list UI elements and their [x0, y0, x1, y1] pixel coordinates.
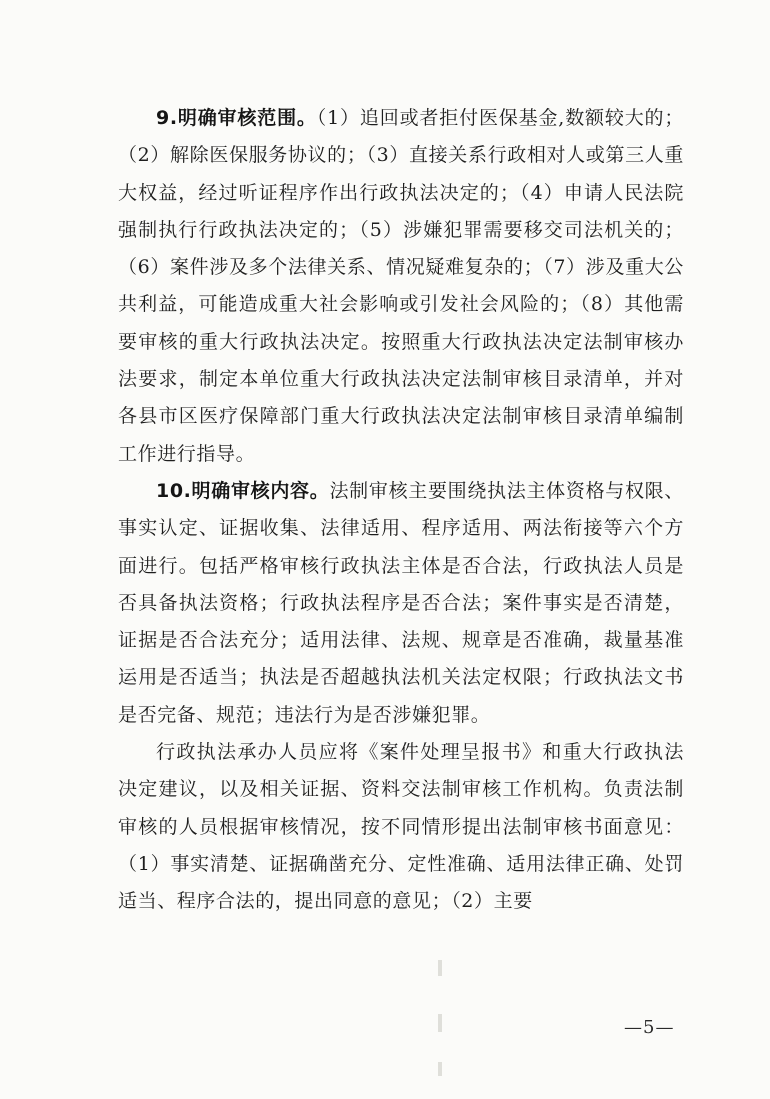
paragraph-review-content	[118, 473, 684, 734]
paragraph-review-procedure	[118, 734, 684, 920]
text-review-content: 法制审核主要围绕执法主体资格与权限、事实认定、证据收集、法律适用、程序适用、两法衔接等六个方面进行。包括严格审核行政执法主体是否合法，行政执法人员是否具备执法资格；行政执法程序是否合法；案件事实是否清楚，证据是否合法充分；适用法律、法规、规章是否准确，裁量基准运用是否适当；执法是否超越执法机关法定权限；行政执法文书是否完备、规范；违法行为是否涉嫌犯罪。	[118, 479, 684, 726]
document-body	[118, 100, 684, 921]
heading-review-content: 10.明确审核内容。	[156, 479, 330, 502]
scan-artifact-mark	[438, 1014, 442, 1032]
scan-artifact-mark	[438, 1062, 442, 1076]
text-review-scope: （1）追回或者拒付医保基金,数额较大的；（2）解除医保服务协议的；（3）直接关系行政相对人或第三人重大权益，经过听证程序作出行政执法决定的；（4）申请人民法院强制执行行政执法决定的；（5）涉嫌犯罪需要移交司法机关的；（6）案件涉及多个法律关系、情况疑难复杂的；（7）涉及重大公共利益，可能造成重大社会影响或引发社会风险的；（8）其他需要审核的重大行政执法决定。按照重大行政执法决定法制审核办法要求，制定本单位重大行政执法决定法制审核目录清单，并对各县市区医疗保障部门重大行政执法决定法制审核目录清单编制工作进行指导。	[118, 107, 684, 465]
paragraph-review-scope	[118, 100, 684, 473]
heading-review-scope: 9.明确审核范围。	[156, 107, 317, 129]
scan-artifact-mark	[438, 960, 442, 976]
text-review-procedure: 行政执法承办人员应将《案件处理呈报书》和重大行政执法决定建议，以及相关证据、资料交法制审核工作机构。负责法制审核的人员根据审核情况，按不同情形提出法制审核书面意见：（1）事实清楚、证据确凿充分、定性准确、适用法律正确、处罚适当、程序合法的，提出同意的意见；（2）主要	[118, 741, 684, 913]
page-number: —5—	[624, 1017, 675, 1038]
